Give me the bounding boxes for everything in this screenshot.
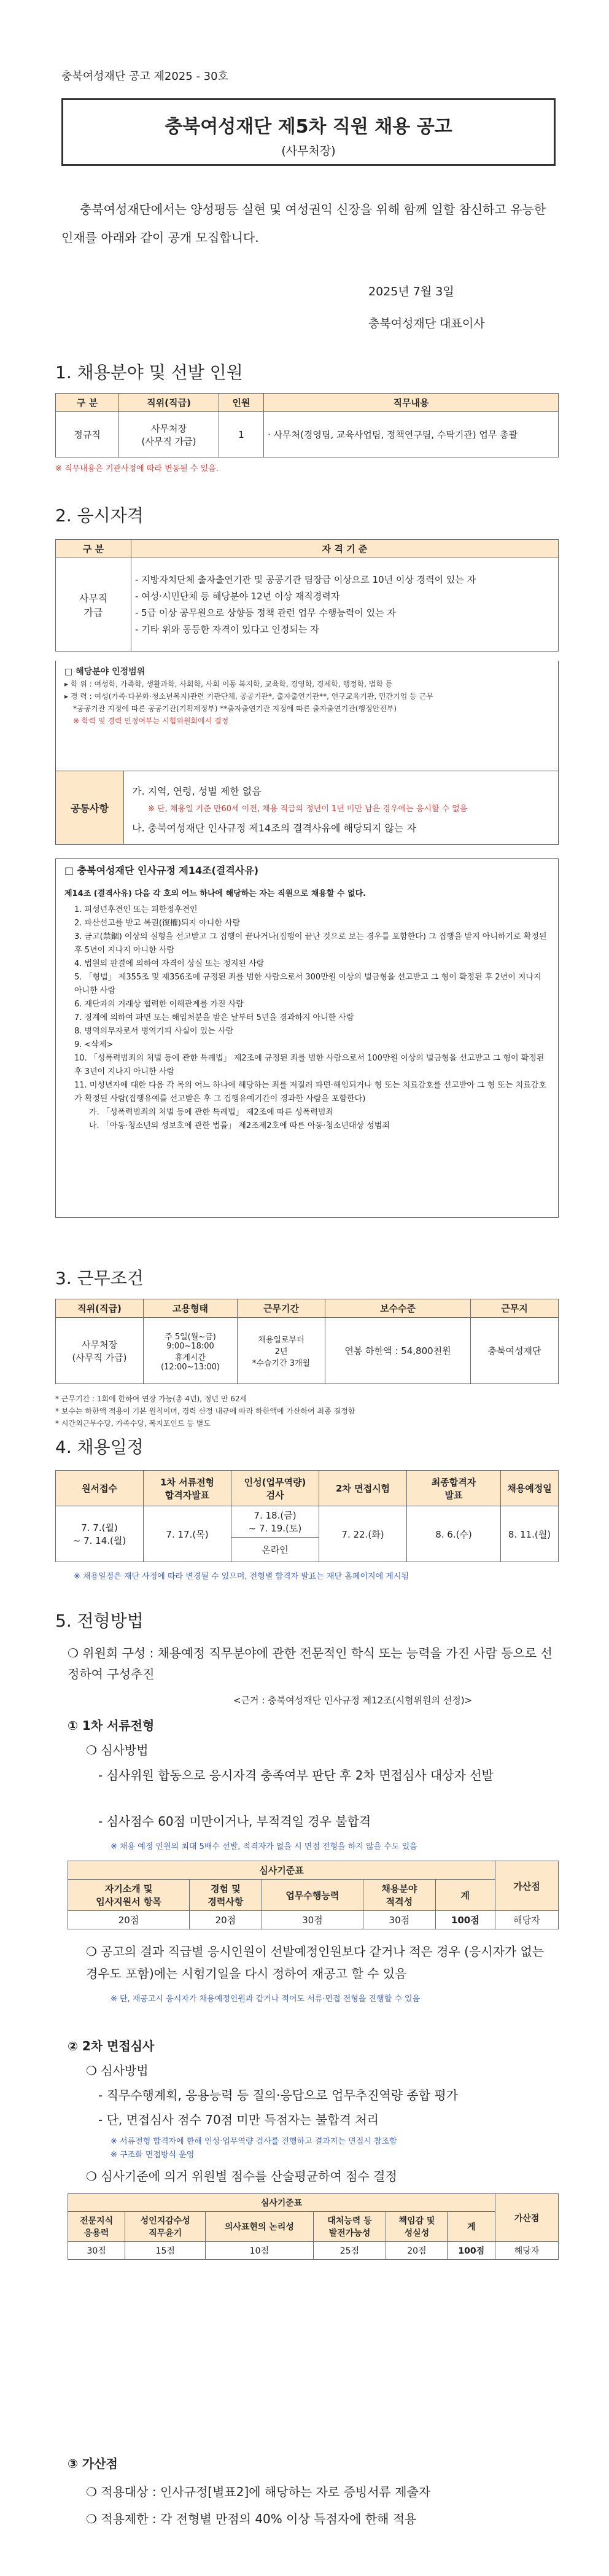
regulation-lead: 제14조 (결격사유) 다음 각 호의 어느 하나에 해당하는 자는 직원으로 채용할 수 없다. [64,889,367,898]
common-requirements [55,771,559,845]
working-notes [55,1393,355,1430]
th-schedule: 2차 면접시험 [319,1471,407,1506]
th-criteria: 자 격 기 준 [131,540,559,558]
th-score-item: 의사표현의 논리성 [206,2212,313,2242]
cell-score: 20점 [386,2242,448,2260]
regulation-item: 6. 재단과의 거래상 협력한 이해관계를 가진 사람 [74,1000,244,1009]
cell-schedule: 7. 22.(화) [319,1506,407,1562]
common-item-a: 가. 지역, 연령, 성별 제한 없음 [132,785,262,797]
cell-workplace: 충북여성재단 [471,1318,559,1384]
cell-score: 15점 [125,2242,206,2260]
th-score-item: 성인지감수성 직무윤기 [125,2212,206,2242]
working-conditions-table [55,1299,559,1384]
cell-position: 사무처장 (사무직 가급) [56,1318,144,1384]
criteria-item: - 지방자치단체 출자출연기관 및 공공기관 팀장급 이상으로 10년 이상 경력이 있는 자 [135,574,476,585]
cell-bonus: 해당자 [495,2242,559,2260]
stage2-method: ❍ 심사방법 [86,2063,149,2078]
section-heading-1: 1. 채용분야 및 선발 인원 [55,362,243,383]
working-note: * 근무기간 : 1회에 한하여 연장 가능(총 4년), 정년 만 62세 [55,1395,247,1403]
re-notice-text: ❍ 공고의 결과 직급별 응시인원이 선발예정인원보다 같거나 적은 경우 (응시자가 없는 경우도 포함)에는 시험기일을 다시 정하여 재공고 할 수 있음 [86,1944,545,1981]
cell-score: 20점 [190,1911,262,1929]
section-heading-4: 4. 채용일정 [55,1437,144,1457]
stage2-item-a: - 직무수행계획, 응용능력 등 질의·응답으로 업무추진역량 종합 평가 [98,2088,459,2103]
cell-rank: 사무직 가급 [56,558,131,652]
stage1-item-b: - 심사점수 60점 미만이거나, 부적격일 경우 불합격 [98,1814,371,1829]
stage3-title: ③ 가산점 [68,2456,118,2471]
re-notice-note: ※ 단, 재공고시 응시자가 채용예정인원과 같거나 적어도 서류·면접 전형을 진행할 수 있음 [111,1994,421,2004]
title-box [61,98,556,166]
th-schedule: 최종합격자 발표 [407,1471,501,1506]
cell-period: 채용일로부터 2년 *수습기간 3개월 [238,1318,325,1384]
scoring-group-header: 심사기준표 [68,2194,495,2212]
th-count: 인원 [219,394,264,412]
notice-number: 충북여성재단 공고 제2025 - 30호 [61,70,228,83]
cell-score: 30점 [363,1911,436,1929]
criteria-item: - 기타 위와 동등한 자격이 있다고 인정되는 자 [135,623,319,635]
th-score-item: 채용분야 적격성 [363,1880,436,1911]
field-range-box [55,661,559,771]
criteria-item: - 여성·시민단체 등 해당분야 12년 이상 재직경력자 [135,590,340,602]
cell-count: 1 [219,412,264,457]
document-scoring-table [68,1861,559,1929]
th-type: 구 분 [56,394,119,412]
th-schedule: 채용예정일 [501,1471,559,1506]
common-label: 공통사항 [56,771,124,844]
intro-text: 충북여성재단에서는 양성평등 실현 및 여성권익 신장을 위해 함께 일할 참신하고 유능한 인재를 아래와 같이 공개 모집합니다. [61,202,546,245]
cell-score-total: 100점 [435,1911,495,1929]
th-position: 직위(직급) [119,394,219,412]
stage2-note: ※ 구조화 면접방식 운영 [111,2150,195,2160]
th-score-total: 계 [435,1880,495,1911]
cell-score: 20점 [68,1911,190,1929]
notice-date: 2025년 7월 3일 [368,285,454,298]
bonus-target: ❍ 적용대상 : 인사규정[별표2]에 해당하는 자로 증빙서류 제출자 [86,2485,431,2499]
field-range-line: *공공기관 지정에 따른 공공기관(기획재정부) **출자출연기관 지정에 따른 출자출연기관(행정안전부) [73,704,397,713]
stage1-item-a: - 심사위원 합동으로 응시자격 충족여부 판단 후 2차 면접심사 대상자 선발 [98,1768,494,1783]
working-note: * 시간외근무수당, 가족수당, 복지포인트 등 별도 [55,1419,211,1428]
working-note: * 보수는 하한액 적용이 기본 원칙이며, 경력 산정 내규에 따라 하한액에 가산하여 최종 결정함 [55,1407,355,1415]
cell-bonus: 해당자 [495,1911,559,1929]
regulation-item: 7. 징계에 의하여 파면 또는 해임처분을 받은 날부터 5년을 경과하지 아니한 사람 [74,1013,354,1022]
cell-score: 30점 [262,1911,363,1929]
field-range-title: □ 해당분야 인정범위 [64,667,145,677]
stage2-calc: ❍ 심사기준에 의거 위원별 점수를 산술평균하여 점수 결정 [86,2169,397,2184]
scoring-group-header: 심사기준표 [68,1861,495,1880]
cell-pay: 연봉 하한액 : 54,800천원 [325,1318,471,1384]
section-heading-3: 3. 근무조건 [55,1268,144,1288]
th-workplace: 근무지 [471,1299,559,1318]
cell-score: 30점 [68,2242,125,2260]
page-subtitle: (사무처장) [281,144,336,158]
stage1-title: ① 1차 서류전형 [68,1718,155,1733]
regulation-item: 4. 법원의 판결에 의하여 자격이 상실 또는 정지된 사람 [74,959,265,968]
cell-employment: 주 5일(월~금) 9:00~18:00 휴게시간 (12:00~13:00) [144,1318,238,1384]
cell-criteria-list [131,558,559,652]
th-score-item: 자기소개 및 입사지원서 항목 [68,1880,190,1911]
cell-schedule: 7. 17.(목) [144,1506,231,1562]
cell-schedule: 8. 11.(월) [501,1506,559,1562]
regulation-item: 10. 「성폭력범죄의 처벌 등에 관한 특례법」 제2조에 규정된 죄를 범한 사람으로서 100만원 이상의 벌금형을 선고받고 그 형이 확정된 후 3년이 지나지 아니한 사람 [74,1054,545,1076]
regulation-item: 9. <삭제> [74,1040,114,1049]
th-schedule: 1차 서류전형 합격자발표 [144,1471,231,1506]
committee-composition: ❍ 위원회 구성 : 채용예정 직무분야에 관한 전문적인 학식 또는 능력을 가진 사람 등으로 선정하여 구성추진 [68,1646,553,1681]
cell-score: 25점 [313,2242,386,2260]
field-range-line: ▸ 학 위 : 여성학, 가족학, 생활과학, 사회학, 사회 이동 복지학, 교육학, 경영학, 경제학, 행정학, 법학 등 [64,680,393,688]
stage1-method: ❍ 심사방법 [86,1743,149,1757]
qualification-table [55,539,559,652]
disqualification-box [55,858,559,1218]
cell-duty: · 사무처(경영팀, 교육사업팀, 정책연구팀, 수탁기관) 업무 총괄 [264,412,559,457]
schedule-table [55,1470,559,1562]
cell-schedule: 8. 6.(수) [407,1506,501,1562]
schedule-note: ※ 채용일정은 재단 사정에 따라 변경될 수 있으며, 전형별 합격자 발표는 재단 홈페이지에 게시됨 [74,1572,409,1581]
stage2-title: ② 2차 면접심사 [68,2039,155,2053]
stage2-item-b: - 단, 면접심사 점수 70점 미만 득점자는 불합격 처리 [98,2112,379,2127]
th-bonus: 가산점 [495,1861,559,1911]
regulation-subitem: 나. 「아동·청소년의 성보호에 관한 법률」 제2조제2호에 따른 아동·청소년대상 성범죄 [89,1121,390,1130]
regulation-title: □ 충북여성재단 인사규정 제14조(결격사유) [64,865,259,876]
section-heading-5: 5. 전형방법 [55,1611,144,1631]
th-position: 직위(직급) [56,1299,144,1318]
regulation-item: 11. 미성년자에 대한 다음 각 목의 어느 하나에 해당하는 죄를 저질러 파면·해임되거나 형 또는 치료감호를 선고받아 그 형 또는 치료감호가 확정된 사람(집행유예를 선고받은 후 그 집행유예기간이 경과한 사람을 포함한다) [74,1081,546,1103]
regulation-item: 8. 병역의무자로서 병역기피 사실이 있는 사람 [74,1027,234,1036]
th-score-item: 책임감 및 성실성 [386,2212,448,2242]
section-heading-2: 2. 응시자격 [55,505,144,526]
recruit-field-table [55,393,559,457]
th-pay: 보수수준 [325,1299,471,1318]
field-range-line: ※ 학력 및 경력 인정여부는 시험위원회에서 결정 [73,717,229,725]
th-schedule: 원서접수 [56,1471,144,1506]
th-schedule: 인성(업무역량) 검사 [231,1471,319,1506]
criteria-item: - 5급 이상 공무원으로 상향등 정책 관련 업무 수행능력이 있는 자 [135,607,396,618]
regulation-item: 1. 피성년후견인 또는 피한정후견인 [74,905,198,914]
notice-signer: 충북여성재단 대표이사 [368,317,485,330]
th-score-item: 전문지식 응용력 [68,2212,125,2242]
th-employment: 고용형태 [144,1299,238,1318]
regulation-item: 3. 금고(禁錮) 이상의 실형을 선고받고 그 집행이 끝나거나(집행이 끝난 것으로 보는 경우를 포함한다) 그 집행을 받지 아니하기로 확정된 후 5년이 지나지 아니한 사람 [74,932,547,955]
common-item-b: 나. 충북여성재단 인사규정 제14조의 결격사유에 해당되지 않는 자 [132,822,416,834]
cell-score: 10점 [206,2242,313,2260]
cell-online: 온라인 [231,1538,319,1562]
th-category: 구 분 [56,540,131,558]
cell-type: 정규직 [56,412,119,457]
field-range-line: ▸ 경 력 : 여성(가족·다문화·청소년복지)관련 기관단체, 공공기관*, 출자출연기관**, 연구교육기관, 민간기업 등 근무 [64,692,433,701]
stage1-note: ※ 채용 예정 인원의 최대 5배수 선발, 적격자가 없을 시 면접 전형을 하지 않을 수도 있음 [111,1842,417,1851]
regulation-subitem: 가. 「성폭력범죄의 처벌 등에 관한 특례법」 제2조에 따른 성폭력범죄 [89,1108,333,1117]
common-item-a-note: ※ 단, 채용일 기준 만60세 이전, 채용 직급의 정년이 1년 미만 남은 경우에는 응시할 수 없음 [148,804,468,814]
committee-reference: <근거 : 충북여성재단 인사규정 제12조(시험위원의 선정)> [233,1695,473,1706]
th-period: 근무기간 [238,1299,325,1318]
stage2-note: ※ 서류전형 합격자에 한해 인성·업무역량 검사를 진행하고 결과지는 면접시 참조함 [111,2137,397,2146]
cell-score-total: 100점 [448,2242,495,2260]
duty-note: ※ 직무내용은 기관사정에 따라 변동될 수 있음. [55,464,219,473]
th-score-item: 대처능력 등 발전가능성 [313,2212,386,2242]
bonus-limit: ❍ 적용제한 : 각 전형별 만점의 40% 이상 득점자에 한해 적용 [86,2512,417,2526]
interview-scoring-table [68,2193,559,2260]
regulation-item: 2. 파산선고를 받고 복권(復權)되지 아니한 사람 [74,919,241,928]
th-score-item: 업무수행능력 [262,1880,363,1911]
regulation-item: 5. 「형법」 제355조 및 제356조에 규정된 죄를 범한 사람으로서 300만원 이상의 벌금형을 선고받고 그 형이 확정된 후 2년이 지나지 아니한 사람 [74,973,541,995]
th-bonus: 가산점 [495,2194,559,2242]
cell-position: 사무처장 (사무직 가급) [119,412,219,457]
cell-schedule: 7. 18.(금) ~ 7. 19.(토) [231,1506,319,1538]
page-title: 충북여성재단 제5차 직원 채용 공고 [165,116,452,138]
th-score-item: 경험 및 경력사항 [190,1880,262,1911]
cell-schedule: 7. 7.(월) ~ 7. 14.(월) [56,1506,144,1562]
th-duty: 직무내용 [264,394,559,412]
th-score-total: 계 [448,2212,495,2242]
